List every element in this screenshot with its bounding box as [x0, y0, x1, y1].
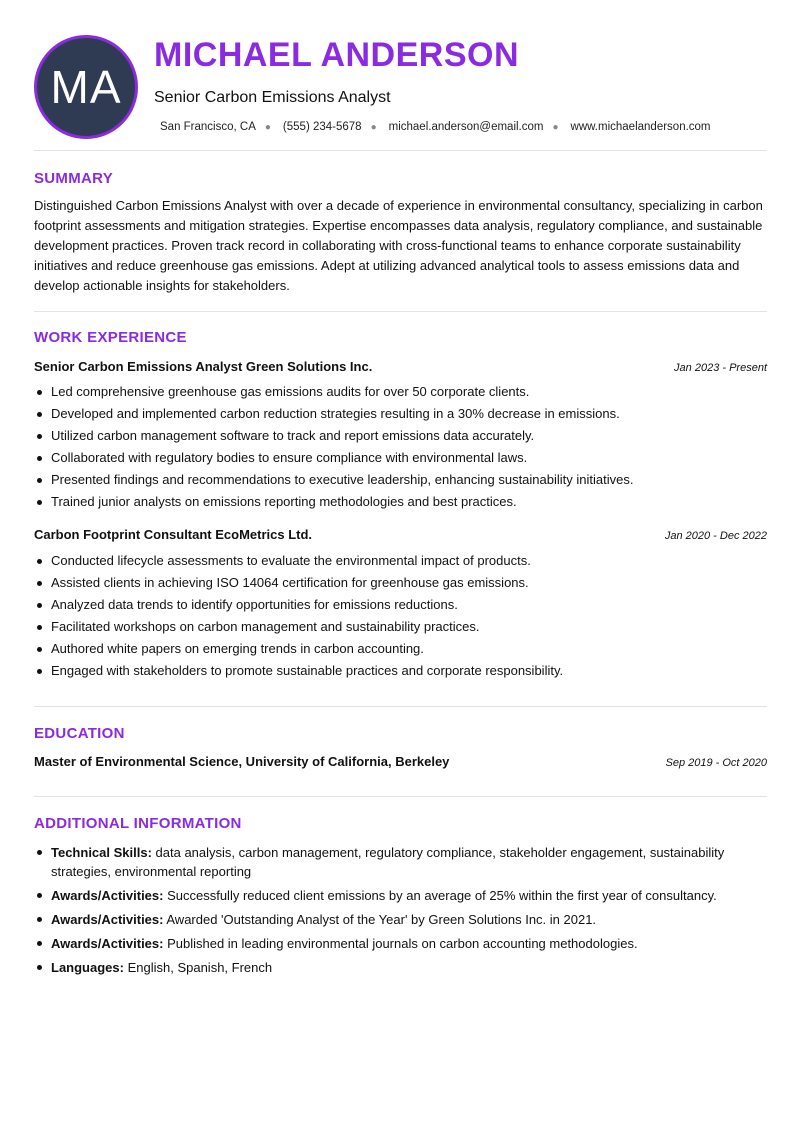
job-bullets [34, 553, 769, 685]
contact-location: San Francisco, CA [160, 121, 256, 133]
list-item [34, 958, 769, 977]
candidate-title: Senior Carbon Emissions Analyst [154, 89, 391, 106]
resume-header [0, 0, 800, 150]
item-label: Languages: [51, 960, 124, 975]
item-label: Awards/Activities: [51, 912, 164, 927]
education-date: Sep 2019 - Oct 2020 [665, 757, 767, 769]
item-text: English, Spanish, French [123, 960, 273, 975]
item-label: Awards/Activities: [51, 888, 164, 903]
divider [34, 150, 767, 151]
avatar-initials: MA [50, 61, 122, 113]
list-item [34, 843, 769, 881]
job-header [34, 527, 767, 542]
list-item: Trained junior analysts on emissions reporting methodologies and best practices. [34, 494, 769, 516]
item-label: Awards/Activities: [51, 936, 164, 951]
divider [34, 311, 767, 312]
education-heading: EDUCATION [34, 725, 125, 742]
item-text: Successfully reduced client emissions by an average of 25% within the first year of consultancy. [163, 888, 717, 903]
education-degree: Master of Environmental Science, University of California, Berkeley [34, 754, 450, 769]
item-text: Published in leading environmental journals on carbon accounting methodologies. [163, 936, 638, 951]
list-item: Presented findings and recommendations to executive leadership, enhancing sustainability initiatives. [34, 472, 769, 494]
contact-website[interactable]: www.michaelanderson.com [570, 121, 711, 133]
avatar [34, 35, 138, 139]
list-item [34, 886, 769, 905]
job-role: Carbon Footprint Consultant EcoMetrics Ltd. [34, 527, 313, 542]
list-item: Developed and implemented carbon reduction strategies resulting in a 30% decrease in emissions. [34, 406, 769, 428]
list-item: Utilized carbon management software to track and report emissions data accurately. [34, 428, 769, 450]
candidate-name: MICHAEL ANDERSON [154, 36, 520, 74]
additional-info-heading: ADDITIONAL INFORMATION [34, 815, 242, 832]
separator-dot-icon: ● [552, 121, 559, 133]
contact-email[interactable]: michael.anderson@email.com [388, 121, 544, 133]
list-item: Collaborated with regulatory bodies to ensure compliance with environmental laws. [34, 450, 769, 472]
divider [34, 706, 767, 707]
item-text: data analysis, carbon management, regulatory compliance, stakeholder engagement, sustainability strategies, environmental reporting [51, 845, 725, 879]
list-item: Led comprehensive greenhouse gas emissions audits for over 50 corporate clients. [34, 384, 769, 406]
list-item: Conducted lifecycle assessments to evaluate the environmental impact of products. [34, 553, 769, 575]
list-item [34, 934, 769, 953]
list-item [34, 910, 769, 929]
divider [34, 796, 767, 797]
list-item: Facilitated workshops on carbon management and sustainability practices. [34, 619, 769, 641]
list-item: Analyzed data trends to identify opportunities for emissions reductions. [34, 597, 769, 619]
contact-line [160, 121, 711, 133]
list-item: Assisted clients in achieving ISO 14064 certification for greenhouse gas emissions. [34, 575, 769, 597]
summary-heading: SUMMARY [34, 170, 114, 187]
job-date: Jan 2023 - Present [674, 362, 767, 374]
job-bullets [34, 384, 769, 516]
separator-dot-icon: ● [264, 121, 271, 133]
item-label: Technical Skills: [51, 845, 152, 860]
job-date: Jan 2020 - Dec 2022 [664, 530, 767, 542]
work-experience-heading: WORK EXPERIENCE [34, 329, 187, 346]
separator-dot-icon: ● [370, 121, 377, 133]
list-item: Engaged with stakeholders to promote sustainable practices and corporate responsibility. [34, 663, 769, 685]
education-entry [34, 754, 767, 769]
job-role: Senior Carbon Emissions Analyst Green Solutions Inc. [34, 359, 373, 374]
summary-text: Distinguished Carbon Emissions Analyst with over a decade of experience in environmental consultancy, specializing in carbon footprint assessments and mitigation strategies. Expertise encompasses data analysis, regulatory compliance, and sustainable development practices. Proven track record in collaborating with cross-functional teams to enhance corporate sustainability initiatives and reduce greenhouse gas emissions. Adept at utilizing advanced analytical tools to assess emissions data and develop actionable insights for stakeholders. [34, 198, 763, 293]
list-item: Authored white papers on emerging trends in carbon accounting. [34, 641, 769, 663]
additional-info-list [34, 843, 769, 982]
item-text: Awarded 'Outstanding Analyst of the Year' by Green Solutions Inc. in 2021. [163, 912, 597, 927]
job-header [34, 359, 767, 374]
contact-phone: (555) 234-5678 [282, 121, 362, 133]
